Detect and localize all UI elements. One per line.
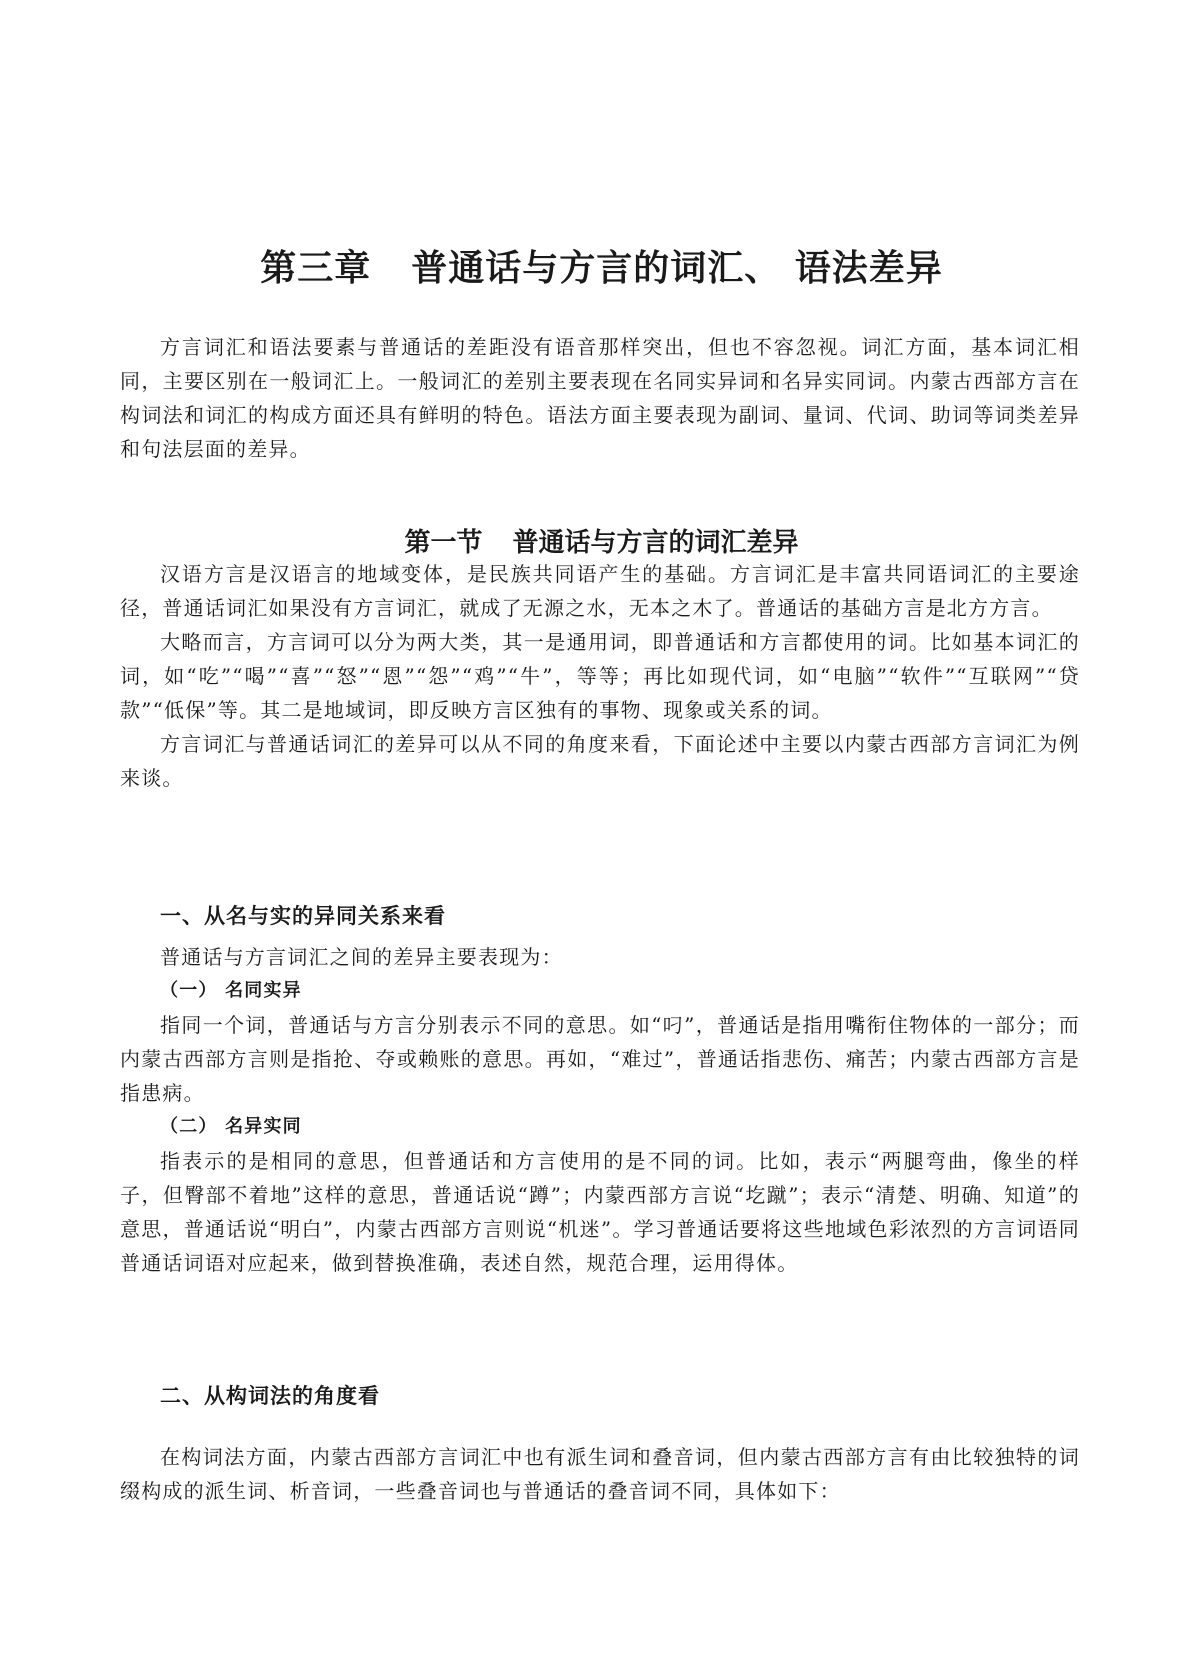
intro-block	[120, 330, 1080, 466]
item-paragraph: 指同一个词，普通话与方言分别表示不同的意思。如“叼”，普通话是指用嘴衔住物体的一部分；而内蒙古西部方言则是指抢、夺或赖账的意思。再如，“难过”，普通话指悲伤、痛苦；内蒙古西部方言是指患病。	[120, 1013, 1080, 1105]
lead-paragraph: 普通话与方言词汇之间的差异主要表现为：	[160, 945, 563, 969]
item-heading: （二） 名异实同	[160, 1116, 302, 1137]
item-heading: （一） 名同实异	[160, 980, 302, 1001]
paragraph: 在构词法方面，内蒙古西部方言词汇中也有派生词和叠音词，但内蒙古西部方言有由比较独特的词缀构成的派生词、析音词，一些叠音词也与普通话的叠音词不同，具体如下：	[120, 1445, 1080, 1503]
section-body	[120, 557, 1080, 795]
intro-paragraph: 方言词汇和语法要素与普通话的差距没有语音那样突出，但也不容忽视。词汇方面，基本词汇相同，主要区别在一般词汇上。一般词汇的差别主要表现在名同实异词和名异实同词。内蒙古西部方言在构词法和词汇的构成方面还具有鲜明的特色。语法方面主要表现为副词、量词、代词、助词等词类差异和句法层面的差异。	[120, 335, 1080, 461]
item-paragraph: 指表示的是相同的意思，但普通话和方言使用的是不同的词。比如，表示“两腿弯曲，像坐的样子，但臀部不着地”这样的意思，普通话说“蹲”；内蒙西部方言说“圪蹴”；表示“清楚、明确、知道”的意思，普通话说“明白”，内蒙古西部方言则说“机迷”。学习普通话要将这些地域色彩浓烈的方言词语同普通话词语对应起来，做到替换准确，表述自然，规范合理，运用得体。	[120, 1149, 1080, 1275]
chapter-title-text: 普通话与方言的词汇、 语法差异	[411, 247, 943, 289]
chapter-title	[0, 240, 1203, 291]
chapter-number: 第三章	[260, 247, 372, 289]
paragraph: 方言词汇与普通话词汇的差异可以从不同的角度来看，下面论述中主要以内蒙古西部方言词汇为例来谈。	[120, 732, 1080, 790]
paragraph: 大略而言，方言词可以分为两大类，其一是通用词，即普通话和方言都使用的词。比如基本词汇的词，如“吃”“喝”“喜”“怒”“恩”“怨”“鸡”“牛”，等等；再比如现代词，如“电脑”“软件”“互联网”“贷款”“低保”等。其二是地域词，即反映方言区独有的事物、现象或关系的词。	[120, 630, 1080, 722]
subsection-heading: 二、从构词法的角度看	[160, 1383, 380, 1408]
subsection2-body	[120, 1440, 1080, 1508]
section-title-text: 普通话与方言的词汇差异	[512, 528, 799, 558]
section-title	[0, 522, 1203, 559]
section-number: 第一节	[404, 528, 483, 558]
subsection1-body	[120, 940, 1080, 1280]
subsection-heading: 一、从名与实的异同关系来看	[160, 903, 446, 928]
paragraph: 汉语方言是汉语言的地域变体，是民族共同语产生的基础。方言词汇是丰富共同语词汇的主要途径，普通话词汇如果没有方言词汇，就成了无源之水，无本之木了。普通话的基础方言是北方方言。	[120, 562, 1080, 620]
